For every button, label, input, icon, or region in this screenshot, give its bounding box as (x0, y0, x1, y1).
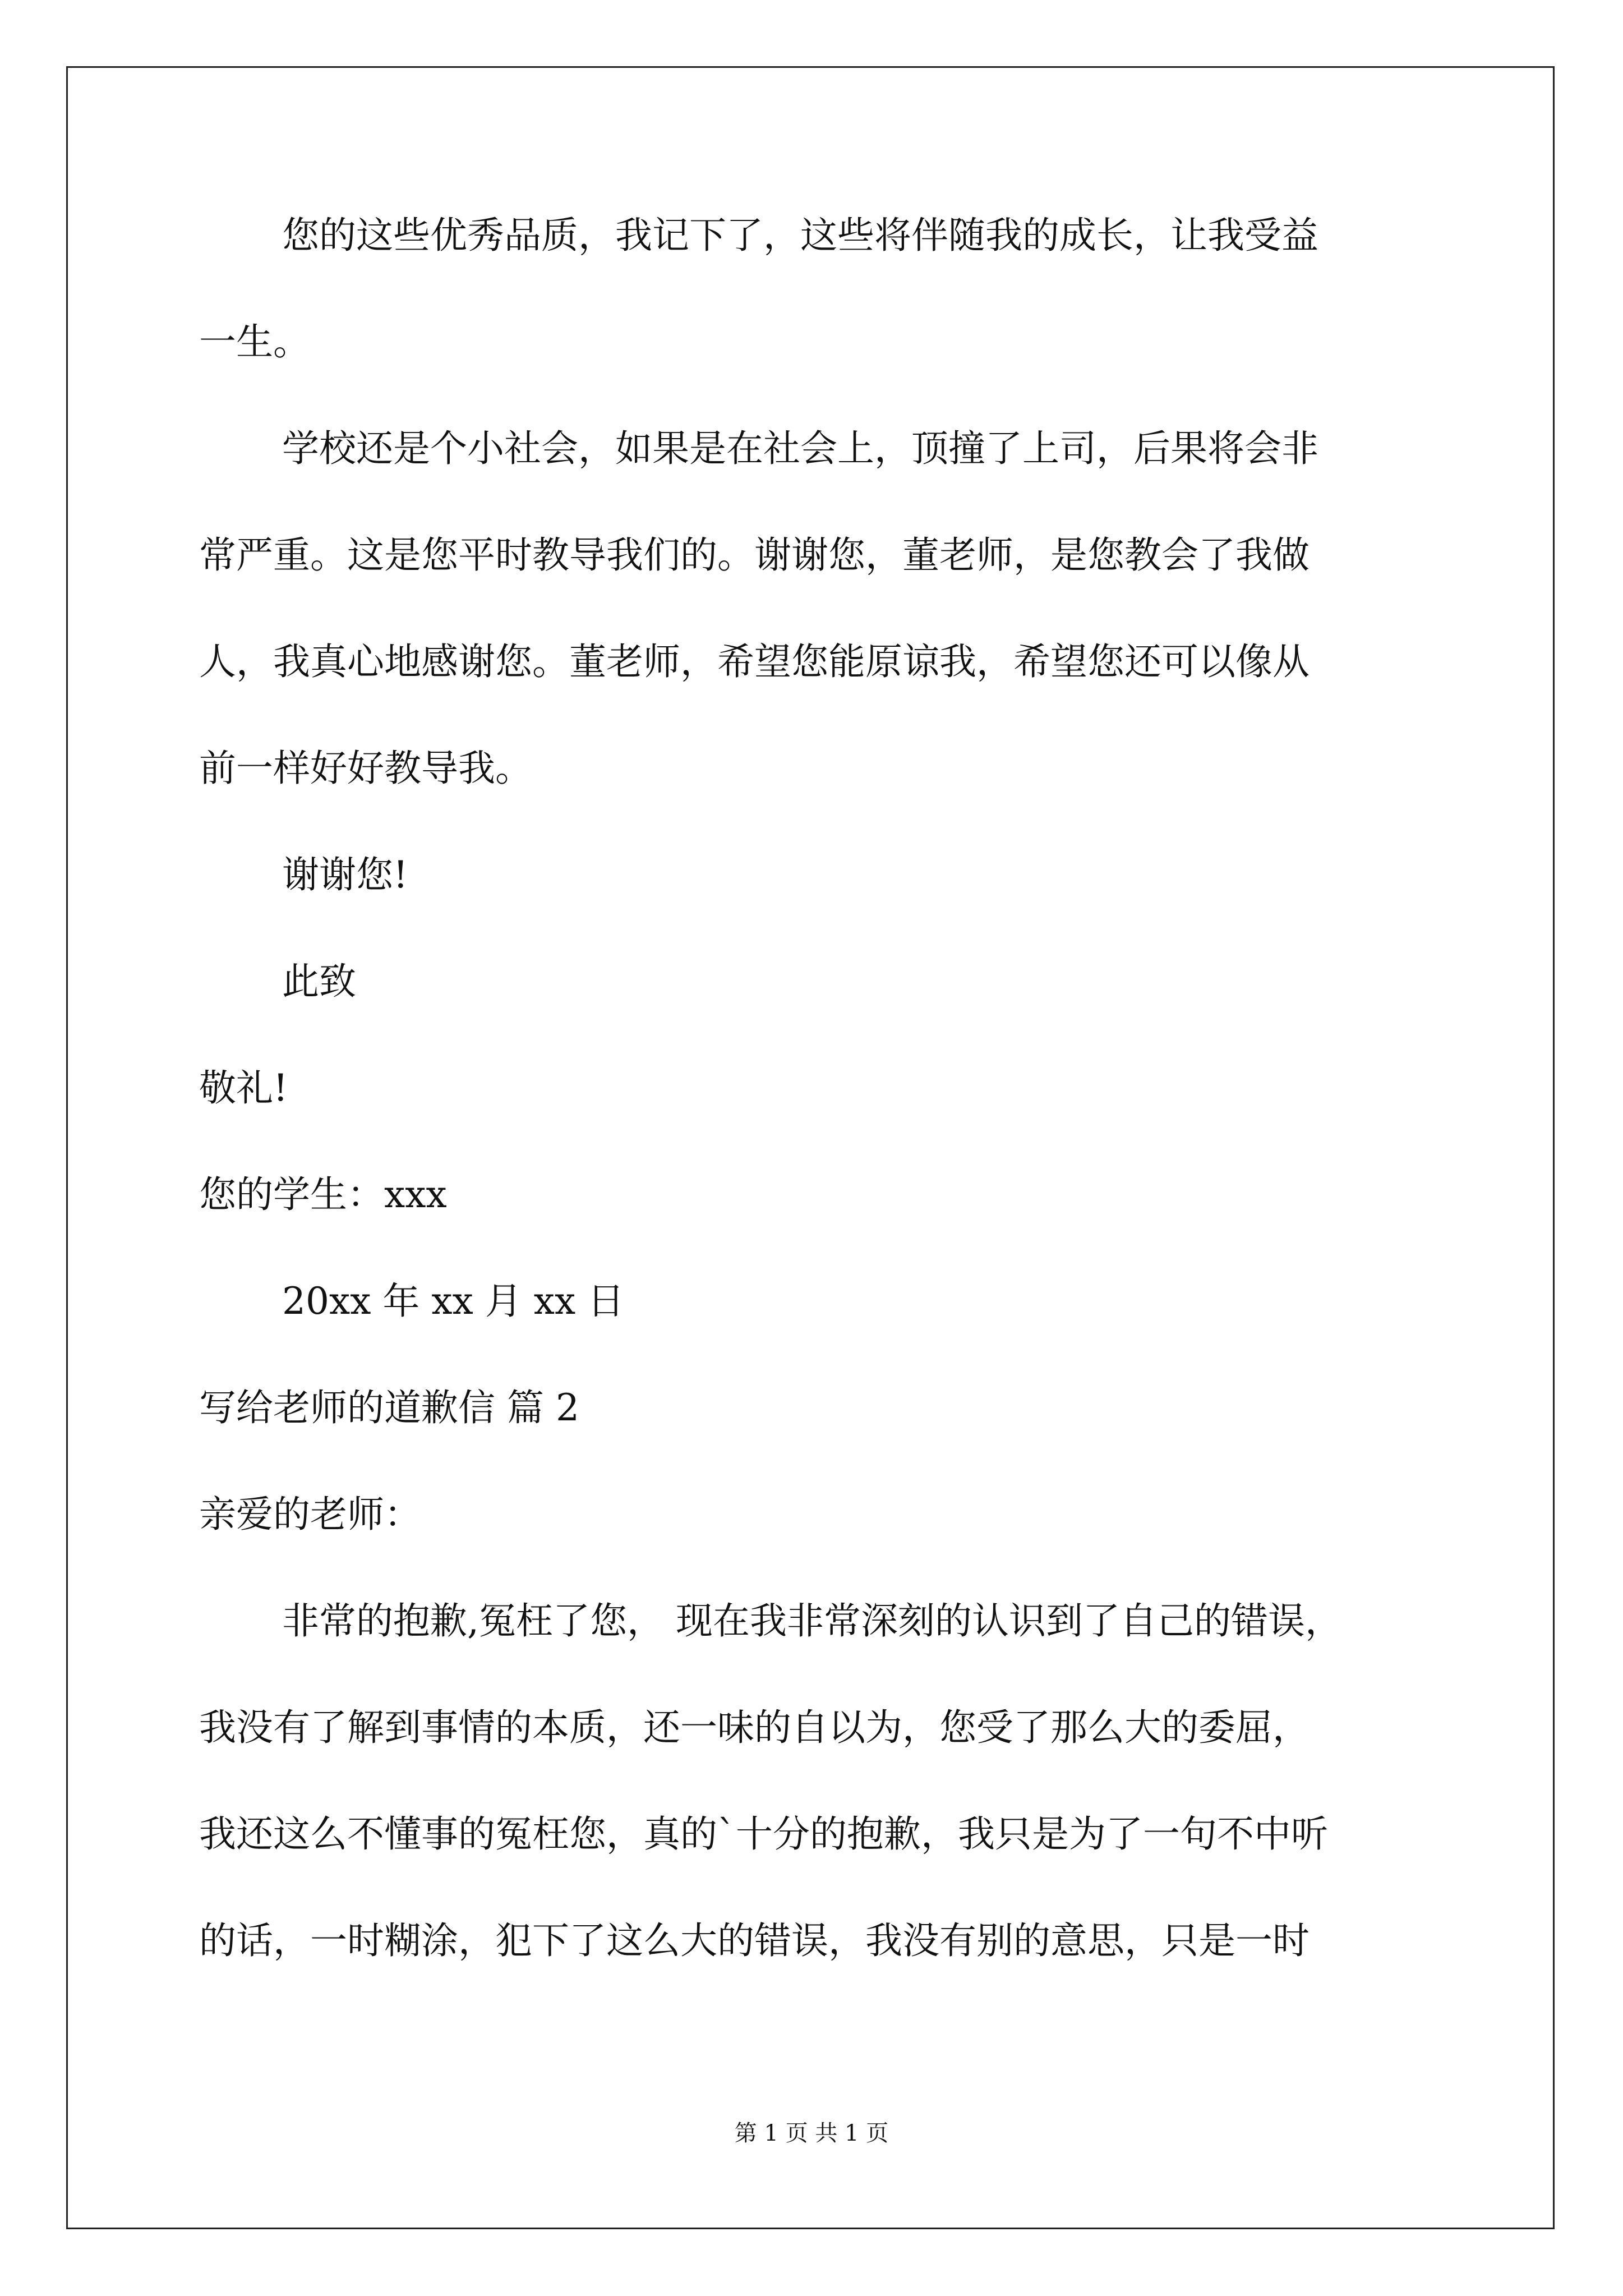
text-line: 敬礼! (199, 1066, 288, 1110)
text-line: 您的这些优秀品质，我记下了，这些将伴随我的成长，让我受益 (282, 214, 1318, 257)
section-heading: 写给老师的道歉信 篇 2 (199, 1386, 579, 1429)
text-line: 一生。 (199, 320, 310, 364)
text-line: 学校还是个小社会，如果是在社会上，顶撞了上司，后果将会非 (282, 427, 1318, 470)
text-line: 常严重。这是您平时教导我们的。谢谢您，董老师，是您教会了我做 (199, 533, 1310, 577)
page-footer: 第 1 页 共 1 页 (734, 2120, 889, 2146)
text-line: 非常的抱歉,冤枉了您， 现在我非常深刻的认识到了自己的错误， (282, 1599, 1342, 1642)
text-line: 我还这么不懂事的冤枉您，真的`十分的抱歉，我只是为了一句不中听 (199, 1812, 1328, 1856)
page-border (66, 66, 1555, 2229)
text-line: 谢谢您! (282, 853, 408, 896)
text-line: 的话，一时糊涂，犯下了这么大的错误，我没有别的意思，只是一时 (199, 1919, 1310, 1962)
text-line: 您的学生：xxx (199, 1173, 447, 1216)
salutation: 亲爱的老师： (199, 1493, 421, 1536)
text-line: 我没有了解到事情的本质，还一味的自以为，您受了那么大的委屈， (199, 1706, 1310, 1749)
text-line: 20xx 年 xx 月 xx 日 (282, 1280, 625, 1323)
text-line: 此致 (282, 960, 356, 1003)
text-line: 前一样好好教导我。 (199, 747, 532, 790)
text-line: 人，我真心地感谢您。董老师，希望您能原谅我，希望您还可以像从 (199, 640, 1310, 683)
